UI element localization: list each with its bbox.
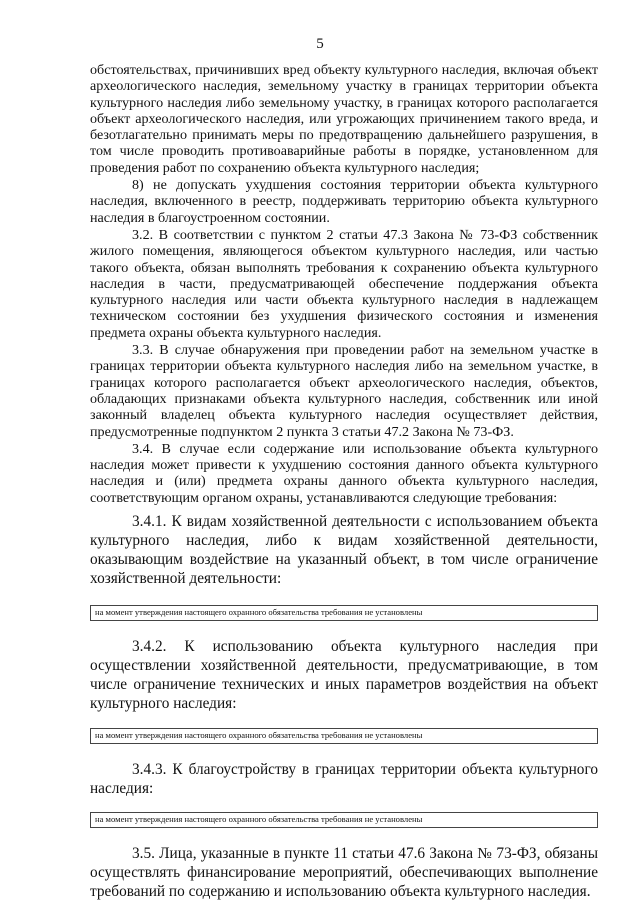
- document-body: [90, 62, 598, 902]
- paragraph-3-4-2: 3.4.2. К использованию объекта культурного наследия при осуществлении хозяйственной деятельности, предусматривающие, в том числе ограничение технических и иных параметров воздействия на объект культурного наследия:: [90, 638, 598, 713]
- paragraph-3-4-1: 3.4.1. К видам хозяйственной деятельности с использованием объекта культурного наследия, либо к видам хозяйственной деятельности, оказывающим воздействие на указанный объект, в том числе ограничение хозяйственной деятельности:: [90, 513, 598, 588]
- requirements-box-3: на момент утверждения настоящего охранного обязательства требования не установлены: [90, 812, 598, 828]
- requirements-box-1: на момент утверждения настоящего охранного обязательства требования не установлены: [90, 605, 598, 621]
- paragraph-item-8: 8) не допускать ухудшения состояния территории объекта культурного наследия, включенного в реестр, поддерживать территорию объекта культурного наследия в благоустроенном состоянии.: [90, 177, 598, 226]
- paragraph-3-4: 3.4. В случае если содержание или использование объекта культурного наследия может привести к ухудшению состояния данного объекта культурного наследия и (или) предмета охраны данного объекта культурного наследия, соответствующим органом охраны, устанавливаются следующие требования:: [90, 440, 598, 506]
- paragraph-continuation: обстоятельствах, причинивших вред объекту культурного наследия, включая объект археологического наследия, земельному участку в границах территории объекта культурного наследия либо земельному участку, в границах которого располагается объект археологического наследия, или угрожающих причинением такого вреда, и безотлагательно принимать меры по предотвращению дальнейшего разрушения, в том числе проводить противоаварийные работы в порядке, установленном для проведения работ по сохранению объекта культурного наследия;: [90, 62, 598, 176]
- page-number: 5: [316, 36, 324, 52]
- requirements-box-2: на момент утверждения настоящего охранного обязательства требования не установлены: [90, 728, 598, 744]
- paragraph-3-2: 3.2. В соответствии с пунктом 2 статьи 47.3 Закона № 73-ФЗ собственник жилого помещения, являющегося объектом культурного наследия, или частью такого объекта, обязан выполнять требования к сохранению объекта культурного наследия в части, предусматривающей обеспечение поддержания объекта культурного наследия или части объекта культурного наследия в надлежащем техническом состоянии без ухудшения физического состояния и изменения предмета охраны объекта культурного наследия.: [90, 226, 598, 341]
- paragraph-3-4-3: 3.4.3. К благоустройству в границах территории объекта культурного наследия:: [90, 761, 598, 798]
- paragraph-3-3: 3.3. В случае обнаружения при проведении работ на земельном участке в границах территории объекта культурного наследия либо на земельном участке, в границах которого располагается объект археологического наследия, объектов, обладающих признаками объекта культурного наследия, собственник или иной законный владелец объекта культурного наследия осуществляет действия, предусмотренные подпунктом 2 пункта 3 статьи 47.2 Закона № 73-ФЗ.: [90, 342, 598, 440]
- paragraph-3-5: 3.5. Лица, указанные в пункте 11 статьи 47.6 Закона № 73-ФЗ, обязаны осуществлять финансирование мероприятий, обеспечивающих выполнение требований по содержанию и использованию объекта культурного наследия.: [90, 845, 598, 901]
